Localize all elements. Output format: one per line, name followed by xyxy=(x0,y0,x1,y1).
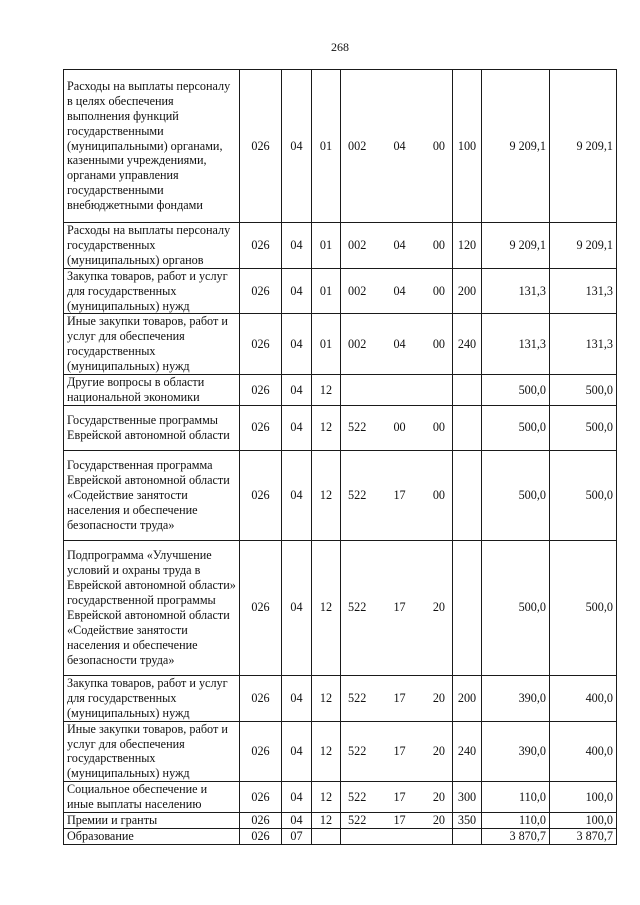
amount-year2-cell: 9 209,1 xyxy=(550,70,617,223)
expense-type-cell: 300 xyxy=(453,782,482,813)
target-article-cell xyxy=(341,813,453,829)
table-row xyxy=(64,540,617,675)
table-row xyxy=(64,828,617,844)
target-article-cell xyxy=(341,540,453,675)
amount-year1-cell: 3 870,7 xyxy=(482,828,550,844)
amount-year2-cell: 9 209,1 xyxy=(550,223,617,269)
expense-name-cell: Закупка товаров, работ и услуг для государственных (муниципальных) нужд xyxy=(64,675,240,721)
section-code-cell: 04 xyxy=(282,721,312,782)
section-code-cell: 04 xyxy=(282,813,312,829)
expense-name-cell: Расходы на выплаты персоналу государственных (муниципальных) органов xyxy=(64,223,240,269)
target-article-part-1: 522 xyxy=(348,813,367,828)
expense-name-cell: Государственная программа Еврейской автономной области «Содействие занятости населения и обеспечение безопасности труда» xyxy=(64,450,240,540)
expense-name-cell: Иные закупки товаров, работ и услуг для обеспечения государственных (муниципальных) нужд xyxy=(64,314,240,375)
target-article-part-3: 00 xyxy=(432,487,445,502)
expense-name-cell: Образование xyxy=(64,828,240,844)
subsection-code-cell: 12 xyxy=(312,450,341,540)
ministry-code-cell: 026 xyxy=(240,721,282,782)
ministry-code-cell: 026 xyxy=(240,314,282,375)
expense-name-cell: Подпрограмма «Улучшение условий и охраны труда в Еврейской автономной области» государственной программы Еврейской автономной области «Содействие занятости населения и обеспечение безопасности труда» xyxy=(64,540,240,675)
target-article-part-2: 17 xyxy=(393,487,406,502)
target-article-part-3: 20 xyxy=(432,743,445,758)
subsection-code-cell: 01 xyxy=(312,70,341,223)
amount-year2-cell: 131,3 xyxy=(550,314,617,375)
target-article-part-1: 522 xyxy=(348,789,367,804)
section-code-cell: 04 xyxy=(282,375,312,406)
amount-year1-cell: 131,3 xyxy=(482,268,550,314)
amount-year2-cell: 500,0 xyxy=(550,375,617,406)
subsection-code-cell xyxy=(312,828,341,844)
amount-year1-cell: 9 209,1 xyxy=(482,223,550,269)
target-article-part-3: 20 xyxy=(432,789,445,804)
ministry-code-cell: 026 xyxy=(240,828,282,844)
section-code-cell: 04 xyxy=(282,450,312,540)
target-article-part-2: 04 xyxy=(393,283,406,298)
amount-year2-cell: 100,0 xyxy=(550,813,617,829)
amount-year1-cell: 500,0 xyxy=(482,450,550,540)
amount-year1-cell: 390,0 xyxy=(482,675,550,721)
target-article-part-2: 04 xyxy=(393,138,406,153)
expense-name-cell: Иные закупки товаров, работ и услуг для обеспечения государственных (муниципальных) нужд xyxy=(64,721,240,782)
amount-year1-cell: 131,3 xyxy=(482,314,550,375)
target-article-cell xyxy=(341,405,453,450)
target-article-part-1: 522 xyxy=(348,487,367,502)
expense-type-cell xyxy=(453,375,482,406)
subsection-code-cell: 12 xyxy=(312,721,341,782)
amount-year2-cell: 131,3 xyxy=(550,268,617,314)
ministry-code-cell: 026 xyxy=(240,70,282,223)
ministry-code-cell: 026 xyxy=(240,375,282,406)
amount-year2-cell: 500,0 xyxy=(550,405,617,450)
target-article-part-2: 17 xyxy=(393,600,406,615)
section-code-cell: 04 xyxy=(282,223,312,269)
expense-name-cell: Социальное обеспечение и иные выплаты населению xyxy=(64,782,240,813)
target-article-part-2: 17 xyxy=(393,743,406,758)
section-code-cell: 04 xyxy=(282,675,312,721)
expense-type-cell: 350 xyxy=(453,813,482,829)
table-row xyxy=(64,813,617,829)
section-code-cell: 07 xyxy=(282,828,312,844)
expense-type-cell xyxy=(453,405,482,450)
target-article-part-3: 00 xyxy=(432,420,445,435)
target-article-part-3: 20 xyxy=(432,600,445,615)
expense-type-cell: 200 xyxy=(453,268,482,314)
target-article-part-1: 522 xyxy=(348,743,367,758)
expense-type-cell: 200 xyxy=(453,675,482,721)
section-code-cell: 04 xyxy=(282,70,312,223)
ministry-code-cell: 026 xyxy=(240,782,282,813)
table-row xyxy=(64,223,617,269)
target-article-part-1: 002 xyxy=(348,336,367,351)
amount-year1-cell: 110,0 xyxy=(482,813,550,829)
amount-year1-cell: 390,0 xyxy=(482,721,550,782)
target-article-part-2: 00 xyxy=(393,420,406,435)
page-number: 268 xyxy=(331,40,349,54)
expense-type-cell xyxy=(453,450,482,540)
table-row xyxy=(64,405,617,450)
target-article-part-3: 20 xyxy=(432,690,445,705)
target-article-cell xyxy=(341,675,453,721)
expense-type-cell xyxy=(453,828,482,844)
expense-type-cell xyxy=(453,540,482,675)
target-article-part-3: 20 xyxy=(432,813,445,828)
target-article-cell xyxy=(341,375,453,406)
target-article-part-2: 17 xyxy=(393,690,406,705)
table-row xyxy=(64,450,617,540)
subsection-code-cell: 12 xyxy=(312,375,341,406)
subsection-code-cell: 12 xyxy=(312,405,341,450)
table-row xyxy=(64,675,617,721)
amount-year1-cell: 500,0 xyxy=(482,405,550,450)
subsection-code-cell: 01 xyxy=(312,223,341,269)
subsection-code-cell: 01 xyxy=(312,268,341,314)
table-row xyxy=(64,721,617,782)
table-row xyxy=(64,314,617,375)
target-article-part-1: 522 xyxy=(348,690,367,705)
amount-year1-cell: 500,0 xyxy=(482,540,550,675)
ministry-code-cell: 026 xyxy=(240,268,282,314)
table-row xyxy=(64,70,617,223)
target-article-part-1: 522 xyxy=(348,420,367,435)
expense-type-cell: 240 xyxy=(453,314,482,375)
expense-name-cell: Другие вопросы в области национальной экономики xyxy=(64,375,240,406)
target-article-cell xyxy=(341,828,453,844)
section-code-cell: 04 xyxy=(282,540,312,675)
section-code-cell: 04 xyxy=(282,405,312,450)
section-code-cell: 04 xyxy=(282,782,312,813)
target-article-cell xyxy=(341,70,453,223)
expense-type-cell: 120 xyxy=(453,223,482,269)
target-article-part-2: 04 xyxy=(393,237,406,252)
target-article-cell xyxy=(341,721,453,782)
target-article-part-3: 00 xyxy=(432,336,445,351)
amount-year2-cell: 100,0 xyxy=(550,782,617,813)
target-article-part-1: 002 xyxy=(348,237,367,252)
table-row xyxy=(64,782,617,813)
target-article-part-2: 04 xyxy=(393,336,406,351)
budget-table xyxy=(63,69,617,845)
amount-year2-cell: 400,0 xyxy=(550,721,617,782)
target-article-cell xyxy=(341,450,453,540)
target-article-part-1: 522 xyxy=(348,600,367,615)
ministry-code-cell: 026 xyxy=(240,675,282,721)
section-code-cell: 04 xyxy=(282,268,312,314)
ministry-code-cell: 026 xyxy=(240,813,282,829)
subsection-code-cell: 12 xyxy=(312,813,341,829)
expense-name-cell: Расходы на выплаты персоналу в целях обеспечения выполнения функций государственными (муниципальными) органами, казенными учреждениями, органами управления государственными внебюджетными фондами xyxy=(64,70,240,223)
target-article-cell xyxy=(341,268,453,314)
target-article-part-1: 002 xyxy=(348,283,367,298)
expense-type-cell: 240 xyxy=(453,721,482,782)
subsection-code-cell: 12 xyxy=(312,782,341,813)
amount-year1-cell: 110,0 xyxy=(482,782,550,813)
amount-year2-cell: 400,0 xyxy=(550,675,617,721)
ministry-code-cell: 026 xyxy=(240,405,282,450)
amount-year1-cell: 9 209,1 xyxy=(482,70,550,223)
table-row xyxy=(64,375,617,406)
target-article-part-3: 00 xyxy=(432,138,445,153)
subsection-code-cell: 01 xyxy=(312,314,341,375)
target-article-part-3: 00 xyxy=(432,283,445,298)
target-article-part-2: 17 xyxy=(393,813,406,828)
amount-year2-cell: 3 870,7 xyxy=(550,828,617,844)
amount-year2-cell: 500,0 xyxy=(550,540,617,675)
table-row xyxy=(64,268,617,314)
amount-year1-cell: 500,0 xyxy=(482,375,550,406)
target-article-cell xyxy=(341,314,453,375)
expense-name-cell: Государственные программы Еврейской автономной области xyxy=(64,405,240,450)
target-article-part-2: 17 xyxy=(393,789,406,804)
expense-name-cell: Премии и гранты xyxy=(64,813,240,829)
expense-type-cell: 100 xyxy=(453,70,482,223)
ministry-code-cell: 026 xyxy=(240,223,282,269)
target-article-part-1: 002 xyxy=(348,138,367,153)
subsection-code-cell: 12 xyxy=(312,675,341,721)
table-body xyxy=(64,70,617,845)
target-article-cell xyxy=(341,223,453,269)
target-article-part-3: 00 xyxy=(432,237,445,252)
expense-name-cell: Закупка товаров, работ и услуг для государственных (муниципальных) нужд xyxy=(64,268,240,314)
amount-year2-cell: 500,0 xyxy=(550,450,617,540)
subsection-code-cell: 12 xyxy=(312,540,341,675)
ministry-code-cell: 026 xyxy=(240,540,282,675)
ministry-code-cell: 026 xyxy=(240,450,282,540)
target-article-cell xyxy=(341,782,453,813)
section-code-cell: 04 xyxy=(282,314,312,375)
